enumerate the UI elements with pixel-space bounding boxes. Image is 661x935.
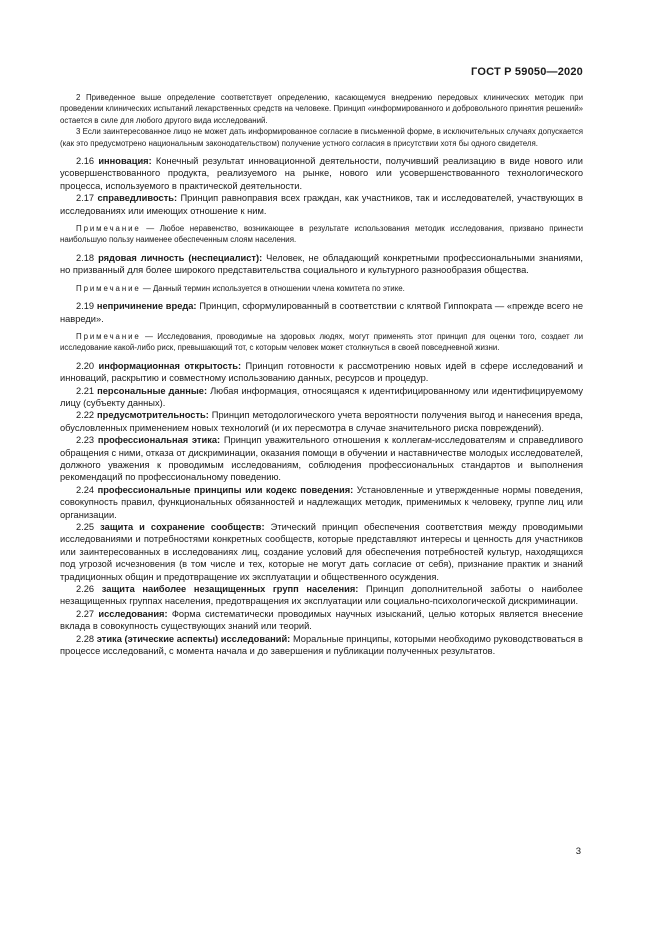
term-definition: Принцип равноправия всех граждан, как участников, так и исследователей, участвующих в исследованиях или имеющих отношение к ним. (60, 193, 583, 216)
term-name: непричинение вреда: (96, 301, 197, 312)
term-name: предусмотрительность: (97, 410, 209, 421)
term-name: этика (этические аспекты) исследований: (96, 633, 291, 644)
note-2-19 (60, 331, 583, 354)
term-name: защита наиболее незащищенных групп населения: (101, 584, 359, 595)
term-2-23 (60, 434, 583, 484)
term-name: персональные данные: (97, 385, 208, 396)
page-number: 3 (575, 846, 581, 857)
term-number: 2.23 (76, 435, 95, 446)
term-definition: Принцип уважительного отношения к коллегам-исследователям и справедливого обращения с ними, отказа от дискриминации, оказания помощи в обучении и наставничестве молодых исследователей, должного уважения к проводимым исследованиям, соблюдения профессиональных стандартов и выполнения рекомендаций по профессиональному поведению. (60, 435, 583, 483)
note-label: Примечание (76, 283, 141, 293)
term-number: 2.18 (76, 252, 95, 263)
term-number: 2.28 (76, 633, 95, 644)
note-2-17 (60, 223, 583, 246)
note-text: — Данный термин используется в отношении члена комитета по этике. (142, 283, 405, 293)
term-name: исследования: (98, 608, 168, 619)
term-number: 2.25 (76, 522, 95, 532)
term-definition: Принцип методологического учета вероятности получения выгод и нанесения вреда, обусловленных применением новых технологий (и их пересмотра в случае значительного риска повреждений). (60, 410, 583, 433)
term-name: инновация: (98, 156, 152, 167)
term-2-27 (60, 608, 583, 633)
term-definition: Этический принцип обеспечения соответствия между проводимыми исследованиями и потребностями конкретных сообществ, которые представляют интересы и ценность для участников или заинтересованных в исследованиях лиц, создание условий для обеспечения потребностей культур, находящихся под угрозой исчезновения (в том числе и тех, которые не могут дать согласие от себя), признание практик и знаний традиционных общин и предотвращение их эксплуатации и общественного осуждения. (60, 522, 583, 582)
term-name: профессиональная этика: (97, 435, 221, 446)
page-content (60, 92, 583, 657)
term-2-17 (60, 192, 583, 217)
note-text: — Любое неравенство, возникающее в результате использования методик исследования, призвано принести наибольшую пользу наименее обеспеченным слоям населения. (60, 224, 583, 245)
footnote-2: 2 Приведенное выше определение соответствует определению, касающемуся внедрению передовых клинических методик при проведении клинических испытаний лекарственных средств на человеке. Принцип «информированного и добровольного принятия решений» остается в силе для любого другого вида исследований. (60, 93, 583, 125)
term-definition: Принцип дополнительной заботы о наиболее незащищенных группах населения, предотвращения их эксплуатации или социально-психологической дискриминации. (60, 584, 583, 607)
term-name: профессиональные принципы или кодекс поведения: (97, 484, 354, 495)
term-2-25 (60, 521, 583, 583)
note-label: Примечание (76, 331, 141, 341)
term-2-24 (60, 484, 583, 521)
term-number: 2.26 (76, 584, 95, 595)
term-definition: Конечный результат инновационной деятельности, получивший реализацию в виде нового или усовершенствованного продукта, реализуемого на рынке, нового или усовершенствованного технологического процесса, используемого в практической деятельности. (60, 156, 583, 191)
term-definition: Моральные принципы, которыми необходимо руководствоваться в процессе исследований, с момента начала и до завершения и публикации полученных результатов. (60, 633, 583, 657)
term-name: рядовая личность (неспециалист): (98, 252, 263, 263)
term-2-28 (60, 633, 583, 658)
term-number: 2.22 (76, 410, 95, 421)
term-definition: Принцип готовности к рассмотрению новых идей в сфере исследований и инноваций, раскрытию и совместному использованию данных, ресурсов и процедур. (60, 360, 583, 384)
term-name: защита и сохранение сообществ: (100, 522, 265, 532)
term-2-20 (60, 360, 583, 385)
term-definition: Человек, не обладающий конкретными профессиональными знаниями, но призванный для более широкого представительства социального и культурного разнообразия общества. (60, 252, 583, 276)
term-number: 2.27 (76, 608, 95, 619)
term-name: справедливость: (97, 193, 178, 204)
document-code: ГОСТ Р 59050—2020 (471, 66, 583, 78)
note-text: — Исследования, проводимые на здоровых людях, могут применять этот принцип для оценки того, создает ли исследование какой-либо риск, превышающий тот, с которым человек может столкнуться в своей повседневной жизни. (60, 331, 583, 353)
term-2-18 (60, 252, 583, 277)
note-2-18 (60, 283, 583, 294)
term-number: 2.17 (76, 193, 95, 204)
note-label: Примечание (76, 224, 141, 234)
term-definition: Принцип, сформулированный в соответствии с клятвой Гиппократа — «прежде всего не навреди». (60, 301, 583, 324)
term-number: 2.16 (76, 156, 95, 167)
term-2-21 (60, 385, 583, 410)
term-2-22 (60, 409, 583, 434)
term-2-16 (60, 155, 583, 192)
term-2-26 (60, 583, 583, 608)
term-definition: Любая информация, относящаяся к идентифицированному или идентифицируемому лицу (субъекту данных). (60, 385, 583, 408)
term-2-19 (60, 300, 583, 325)
term-number: 2.21 (76, 385, 95, 396)
term-definition: Форма систематически проводимых научных изысканий, целью которых является внесение вклада в совокупность существующих знаний или теорий. (60, 608, 584, 632)
term-number: 2.20 (76, 360, 95, 371)
term-number: 2.24 (76, 484, 95, 495)
term-name: информационная открытость: (98, 360, 242, 371)
term-number: 2.19 (76, 301, 95, 312)
footnote-3: 3 Если заинтересованное лицо не может дать информированное согласие в письменной форме, в исключительных случаях допускается (как это предусмотрено национальным законодательством) получение устного согласия в присутствии хотя бы одного свидетеля. (60, 127, 583, 148)
term-definition: Установленные и утвержденные нормы поведения, совокупность правил, функциональных обязанностей и надлежащих методик, применимых к человеку, группе лиц или организации. (60, 484, 584, 520)
